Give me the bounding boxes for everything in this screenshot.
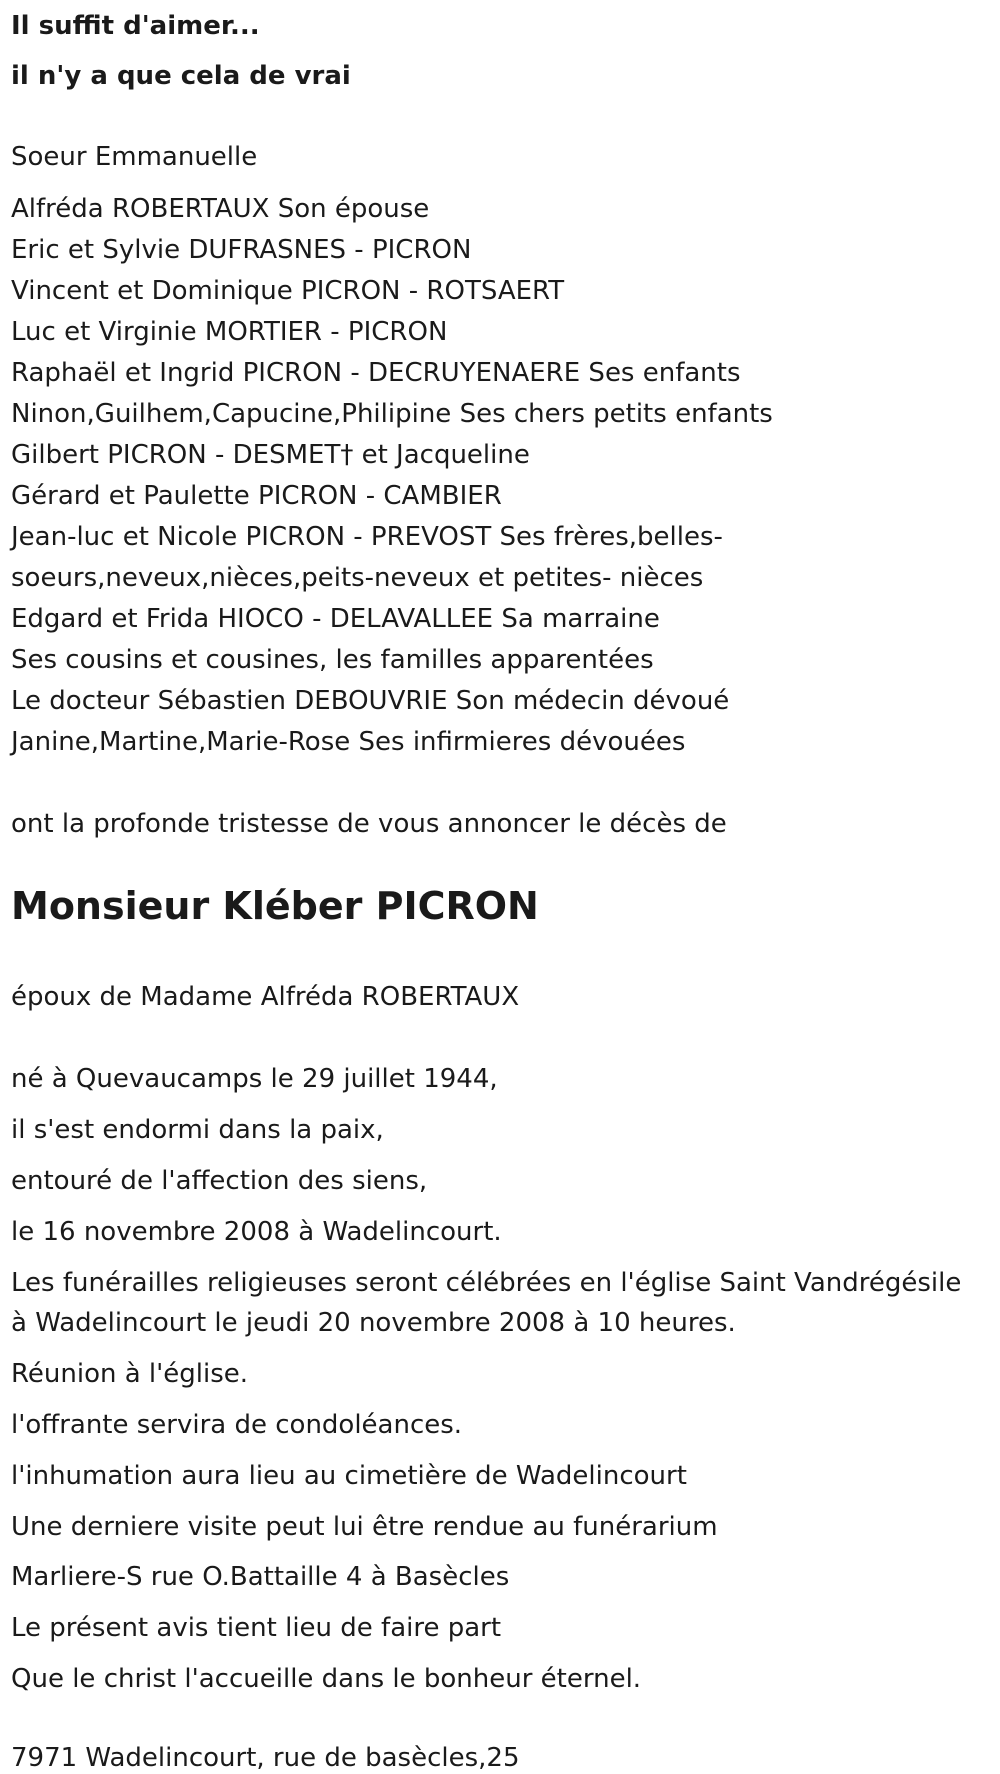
detail-line: l'inhumation aura lieu au cimetière de Wadelincourt: [11, 1461, 687, 1491]
quote-author: Soeur Emmanuelle: [11, 142, 258, 172]
detail-line: Marliere-S rue O.Battaille 4 à Basècles: [11, 1562, 510, 1592]
family-line: Gérard et Paulette PICRON - CAMBIER: [11, 481, 502, 511]
detail-line: entouré de l'affection des siens,: [11, 1166, 428, 1196]
family-line: Gilbert PICRON - DESMET† et Jacqueline: [11, 440, 530, 470]
announcement: ont la profonde tristesse de vous annoncer le décès de: [11, 809, 727, 839]
detail-line: Une derniere visite peut lui être rendue au funérarium: [11, 1512, 718, 1542]
detail-line: Le présent avis tient lieu de faire part: [11, 1613, 502, 1643]
address: 7971 Wadelincourt, rue de basècles,25: [11, 1743, 520, 1773]
family-line: Vincent et Dominique PICRON - ROTSAERT: [11, 276, 565, 306]
quote-line-2: il n'y a que cela de vrai: [11, 61, 351, 91]
family-line: Luc et Virginie MORTIER - PICRON: [11, 317, 448, 347]
family-line: Raphaël et Ingrid PICRON - DECRUYENAERE Ses enfants: [11, 358, 741, 388]
quote-line-1: Il suffit d'aimer...: [11, 11, 260, 41]
detail-line: Les funérailles religieuses seront célébrées en l'église Saint Vandrégésile: [11, 1268, 962, 1298]
family-line: Eric et Sylvie DUFRASNES - PICRON: [11, 235, 472, 265]
family-line: Alfréda ROBERTAUX Son épouse: [11, 194, 430, 224]
detail-line: il s'est endormi dans la paix,: [11, 1115, 384, 1145]
family-line: Edgard et Frida HIOCO - DELAVALLEE Sa marraine: [11, 604, 660, 634]
family-line: soeurs,neveux,nièces,peits-neveux et petites- nièces: [11, 563, 704, 593]
detail-line: à Wadelincourt le jeudi 20 novembre 2008 à 10 heures.: [11, 1308, 736, 1338]
detail-line: Réunion à l'église.: [11, 1359, 249, 1389]
family-line: Jean-luc et Nicole PICRON - PREVOST Ses frères,belles-: [11, 522, 723, 552]
detail-line: le 16 novembre 2008 à Wadelincourt.: [11, 1217, 502, 1247]
detail-line: Que le christ l'accueille dans le bonheur éternel.: [11, 1664, 642, 1694]
family-line: Ninon,Guilhem,Capucine,Philipine Ses chers petits enfants: [11, 399, 773, 429]
detail-line: l'offrante servira de condoléances.: [11, 1410, 463, 1440]
family-line: Janine,Martine,Marie-Rose Ses infirmieres dévouées: [11, 727, 686, 757]
family-line: Ses cousins et cousines, les familles apparentées: [11, 645, 654, 675]
spouse-line: époux de Madame Alfréda ROBERTAUX: [11, 982, 520, 1012]
detail-line: né à Quevaucamps le 29 juillet 1944,: [11, 1064, 498, 1094]
deceased-name: Monsieur Kléber PICRON: [11, 884, 539, 928]
family-line: Le docteur Sébastien DEBOUVRIE Son médecin dévoué: [11, 686, 730, 716]
